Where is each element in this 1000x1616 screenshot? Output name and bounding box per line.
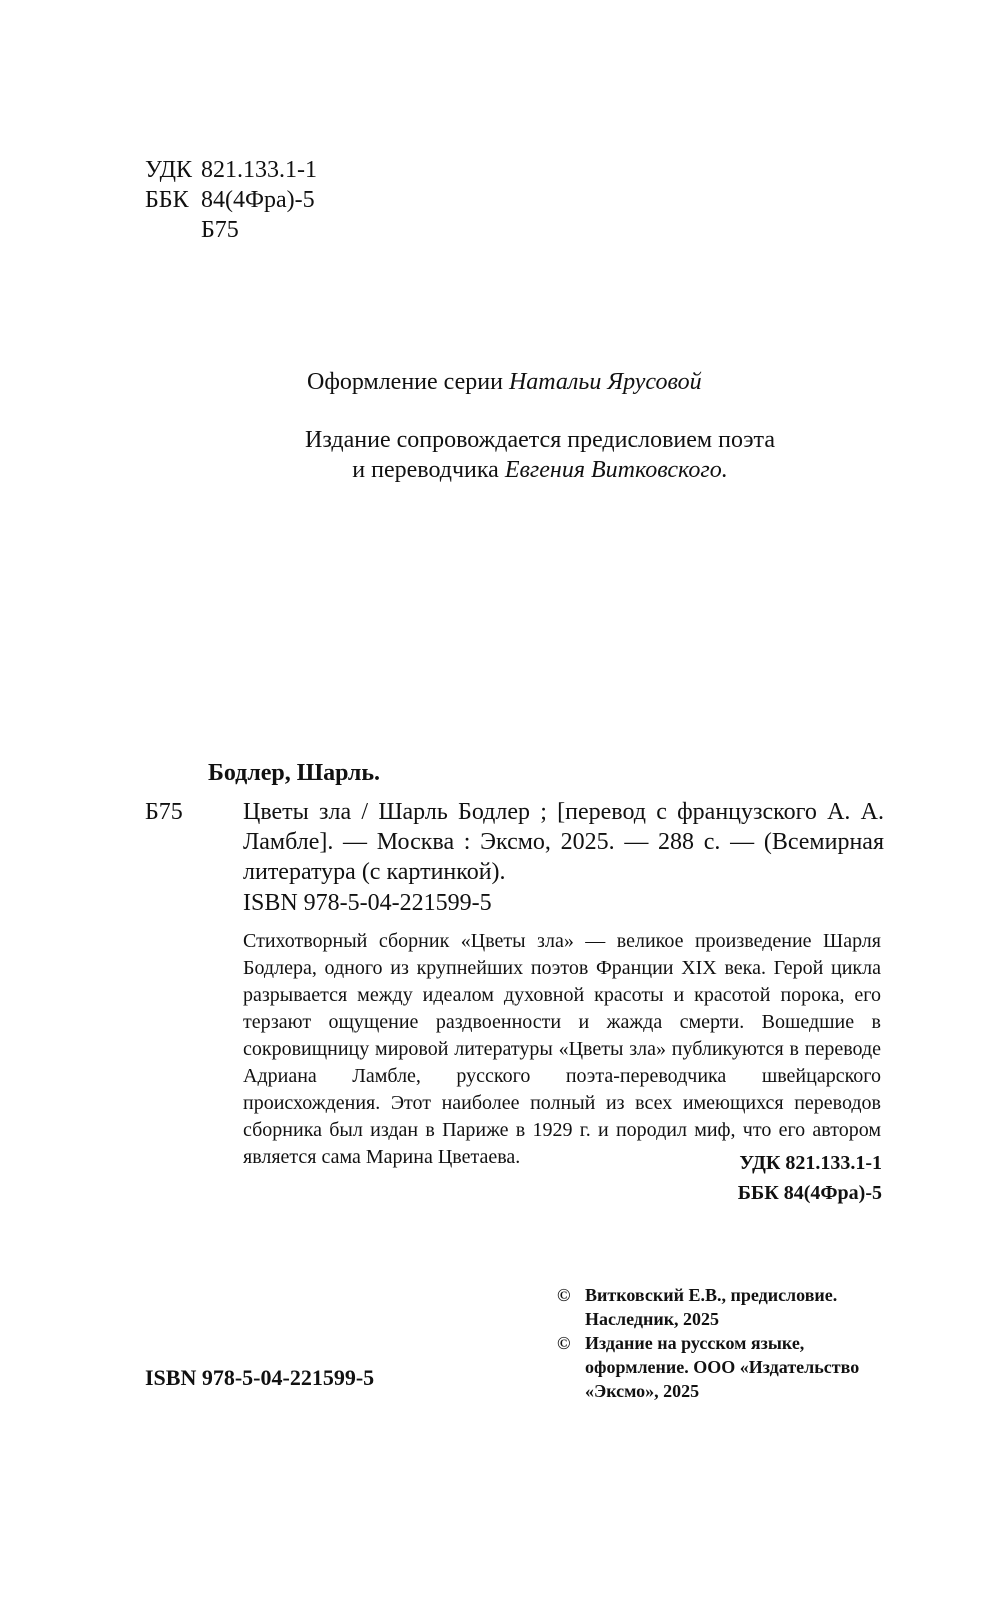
isbn-bottom: ISBN 978-5-04-221599-5: [145, 1365, 375, 1390]
series-design-prefix: Оформление серии: [307, 369, 503, 395]
udk-code: УДК 821.133.1-1: [739, 1152, 882, 1174]
copyright-text: Витковский Е.В., предисловие. Наследник, 2025: [585, 1285, 838, 1329]
classification-codes-bottom: [738, 1148, 882, 1208]
preface-author-name: Евгения Витковского.: [504, 457, 728, 483]
udk-value: 821.133.1-1: [201, 157, 317, 183]
preface-note: [300, 425, 780, 485]
copyright-icon: ©: [557, 1285, 571, 1305]
preface-note-text: Издание сопровождается предисловием поэта и переводчика: [305, 427, 775, 483]
copyright-icon: ©: [557, 1333, 571, 1353]
author-heading: Бодлер, Шарль.: [208, 760, 381, 786]
bibliographic-description: Цветы зла / Шарль Бодлер ; [перевод с французского А. А. Ламбле]. — Москва : Эксмо, 2025. — 288 с. — (Всемирная литература (с картинкой).: [243, 799, 884, 885]
bbk-code: ББК 84(4Фра)-5: [737, 1182, 882, 1204]
classification-codes-top: [145, 155, 317, 245]
copyright-entry: [557, 1283, 887, 1331]
udk-row: [145, 155, 317, 185]
isbn-line: ISBN 978-5-04-221599-5: [243, 890, 492, 916]
book-abstract: Стихотворный сборник «Цветы зла» — великое произведение Шарля Бодлера, одного из крупнейших поэтов Франции XIX века. Герой цикла разрывается между идеалом духовной красоты и красотой порока, его терзают ощущение раздвоенности и жажда смерти. Вошедшие в сокровищницу мировой литературы «Цветы зла» публикуются в переводе Адриана Ламбле, русского поэта-переводчика швейцарского происхождения. Этот наиболее полный из всех имеющихся переводов сборника был издан в Париже в 1929 г. и породил миф, что его автором является сама Марина Цветаева.: [243, 930, 881, 1168]
bbk-row: [145, 185, 317, 215]
series-design-credit: [307, 367, 702, 397]
udk-label: УДК: [145, 157, 192, 183]
bbk-value: 84(4Фра)-5: [201, 187, 315, 213]
author-sign: Б75: [201, 217, 239, 243]
copyright-text: Издание на русском языке, оформление. ООО «Издательство «Эксмо», 2025: [585, 1333, 860, 1401]
catalog-code: Б75: [145, 799, 183, 825]
copyright-block: [557, 1283, 887, 1403]
bbk-label: ББК: [145, 187, 189, 213]
copyright-entry: [557, 1331, 887, 1403]
series-designer-name: Натальи Ярусовой: [508, 369, 702, 395]
